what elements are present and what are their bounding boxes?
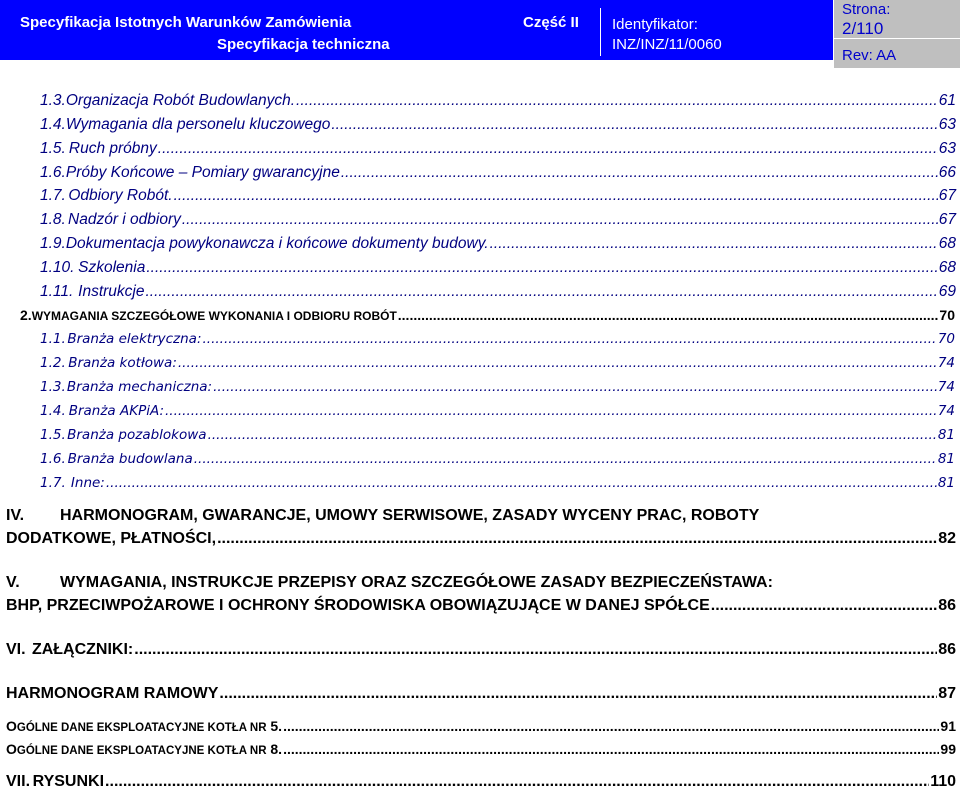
toc-leader-dots (398, 307, 939, 323)
toc-entry-label: Odbiory Robót. (68, 187, 173, 204)
toc-entry-page: 63 (938, 140, 956, 157)
toc-leader-dots (331, 116, 937, 134)
toc-entry-page: 68 (938, 235, 956, 252)
toc-leader-dots (217, 530, 937, 548)
toc-entry[interactable] (40, 211, 956, 229)
toc-entry-label: HARMONOGRAM RAMOWY (6, 685, 219, 702)
toc-entry-page: 81 (937, 451, 955, 467)
toc-leader-dots (182, 211, 938, 229)
toc-leader-dots (174, 187, 938, 205)
toc-section-number: 2. (20, 307, 32, 323)
toc-entry-page: 67 (938, 187, 956, 204)
toc-leader-dots (203, 331, 937, 347)
toc-leader-dots (208, 427, 937, 443)
toc-entry[interactable] (40, 355, 955, 371)
toc-entry-number: 1.8. (40, 211, 66, 228)
toc-entry-label: Inne: (70, 475, 105, 491)
toc-entry-label: Instrukcje (78, 283, 145, 300)
toc-entry[interactable] (40, 379, 955, 395)
toc-entry-page: 87 (938, 685, 956, 702)
toc-entry-label: Branża budowlana (67, 451, 193, 467)
toc-chapter-number: IV. (6, 507, 25, 524)
toc-entry-label: Branża AKPiA: (68, 403, 165, 419)
toc-leader-dots (490, 235, 938, 253)
toc-leader-dots (283, 718, 939, 734)
toc-entry-page: 81 (937, 427, 955, 443)
toc-entry-number: 1.5. (40, 427, 66, 443)
toc-entry-page: 91 (940, 718, 956, 734)
toc-entry-number: 1.1. (40, 331, 66, 347)
toc-entry-page: 66 (938, 164, 956, 181)
toc-entry-page: 61 (938, 92, 956, 109)
toc-chapter[interactable] (6, 641, 956, 659)
toc-entry-page: 74 (937, 355, 955, 371)
toc-entry-label: Dokumentacja powykonawcza i końcowe dokumenty budowy. (65, 235, 489, 252)
toc-entry-page: 74 (937, 403, 955, 419)
toc-chapter-page: 110 (930, 773, 956, 790)
toc-entry-page: 63 (938, 116, 956, 133)
toc-leader-dots (711, 597, 937, 615)
toc-chapter-label: RYSUNKI (32, 773, 105, 790)
document-title: Specyfikacja Istotnych Warunków Zamówienia (20, 14, 352, 31)
toc-entry-number: 1.10. (40, 259, 75, 276)
toc-entry-label: Branża elektryczna: (67, 331, 202, 347)
toc-chapter[interactable] (6, 574, 956, 592)
toc-section[interactable] (20, 307, 955, 323)
toc-entry-number: 1.7. (40, 475, 66, 491)
toc-chapter-number: VI. (6, 641, 26, 658)
page-number: 2/110 (842, 19, 884, 38)
toc-chapter-label: BHP, PRZECIWPOŻAROWE I OCHRONY ŚRODOWISKA OBOWIĄZUJĄCE W DANEJ SPÓŁCE (6, 597, 710, 614)
document-part: Część II (523, 14, 579, 31)
toc-leader-dots (219, 685, 937, 703)
toc-entry-number: 1.4. (40, 116, 66, 133)
toc-entry-label: OGÓLNE DANE EKSPLOATACYJNE KOTŁA NR 5. (6, 718, 283, 734)
toc-entry[interactable] (40, 164, 956, 182)
toc-entry-label: Ruch próbny (68, 140, 157, 157)
toc-leader-dots (146, 259, 937, 277)
toc-entry[interactable] (40, 187, 956, 205)
toc-entry-label: Branża mechaniczna: (66, 379, 213, 395)
toc-chapter-page: 86 (938, 597, 956, 614)
document-subtitle: Specyfikacja techniczna (217, 36, 390, 53)
toc-entry-number: 1.7. (40, 187, 66, 204)
toc-chapter-number: VII. (6, 773, 31, 790)
toc-entry-number: 1.5. (40, 140, 66, 157)
toc-leader-dots (134, 641, 937, 659)
toc-entry-number: 1.4. (40, 403, 66, 419)
toc-entry-page: 81 (937, 475, 955, 491)
toc-entry-label: Organizacja Robót Budowlanych. (65, 92, 296, 109)
toc-section-page: 70 (939, 307, 955, 323)
toc-entry-ogolne-dane[interactable] (6, 718, 956, 734)
toc-chapter-label: DODATKOWE, PŁATNOŚCI, (6, 530, 217, 547)
toc-entry-number: 1.2. (40, 355, 66, 371)
toc-leader-dots (213, 379, 937, 395)
toc-leader-dots (194, 451, 937, 467)
toc-entry-label: Branża kotłowa: (68, 355, 177, 371)
toc-chapter-label: HARMONOGRAM, GWARANCJE, UMOWY SERWISOWE, ZASADY WYCENY PRAC, ROBOTY (60, 507, 760, 524)
toc-entry-number: 1.6. (40, 451, 66, 467)
toc-entry[interactable] (40, 92, 956, 110)
toc-chapter-number: V. (6, 574, 20, 591)
toc-entry-label: Próby Końcowe – Pomiary gwarancyjne (65, 164, 340, 181)
toc-entry[interactable] (40, 235, 956, 253)
toc-chapter-continuation[interactable] (6, 530, 956, 548)
toc-chapter-page: 86 (938, 641, 956, 658)
toc-section-label: WYMAGANIA SZCZEGÓŁOWE WYKONANIA I ODBIORU ROBÓT (31, 309, 397, 323)
toc-entry-number: 1.9. (40, 235, 66, 252)
toc-entry-label: Branża pozablokowa (67, 427, 207, 443)
toc-entry-page: 68 (938, 259, 956, 276)
toc-entry[interactable] (40, 427, 955, 443)
toc-entry-page: 67 (938, 211, 956, 228)
toc-entry-page: 74 (937, 379, 955, 395)
toc-entry-number: 1.3. (40, 379, 66, 395)
toc-entry-number: 1.3. (40, 92, 66, 109)
toc-entry[interactable] (40, 403, 955, 419)
toc-leader-dots (146, 283, 938, 301)
toc-entry-ogolne-dane[interactable] (6, 741, 956, 757)
toc-leader-dots (165, 403, 937, 419)
toc-entry[interactable] (40, 331, 955, 347)
revision-label: Rev: AA (842, 47, 897, 64)
toc-leader-dots (105, 773, 929, 791)
toc-entry-page: 69 (938, 283, 956, 300)
toc-entry-page: 70 (937, 331, 955, 347)
toc-chapter-label: ZAŁĄCZNIKI: (31, 641, 134, 658)
toc-chapter-label: WYMAGANIA, INSTRUKCJE PRZEPISY ORAZ SZCZEGÓŁOWE ZASADY BEZPIECZEŃSTAWA: (60, 574, 773, 591)
toc-entry-label: Szkolenia (78, 259, 146, 276)
page-label: Strona: (842, 1, 891, 18)
toc-entry[interactable] (40, 140, 956, 158)
identifier-value: INZ/INZ/11/0060 (612, 36, 722, 53)
toc-entry[interactable] (40, 283, 956, 301)
toc-chapter[interactable] (6, 773, 956, 791)
toc-leader-dots (106, 475, 937, 491)
identifier-label: Identyfikator: (612, 16, 698, 33)
toc-entry[interactable] (40, 116, 956, 134)
toc-entry-number: 1.11. (40, 283, 74, 300)
toc-entry-label: Nadzór i odbiory (68, 211, 181, 228)
toc-leader-dots (341, 164, 938, 182)
toc-chapter[interactable] (6, 507, 956, 525)
toc-entry-label: OGÓLNE DANE EKSPLOATACYJNE KOTŁA NR 8. (6, 741, 283, 757)
toc-entry[interactable] (40, 259, 956, 277)
toc-chapter-continuation[interactable] (6, 597, 956, 615)
toc-entry-number: 1.6. (40, 164, 66, 181)
toc-entry-harmonogram[interactable] (6, 685, 956, 703)
toc-leader-dots (283, 741, 939, 757)
toc-leader-dots (158, 140, 938, 158)
toc-entry[interactable] (40, 475, 955, 491)
toc-chapter-page: 82 (938, 530, 956, 547)
toc-entry[interactable] (40, 451, 955, 467)
toc-leader-dots (296, 92, 938, 110)
toc-entry-label: Wymagania dla personelu kluczowego (65, 116, 331, 133)
toc-leader-dots (178, 355, 937, 371)
toc-entry-page: 99 (940, 741, 956, 757)
